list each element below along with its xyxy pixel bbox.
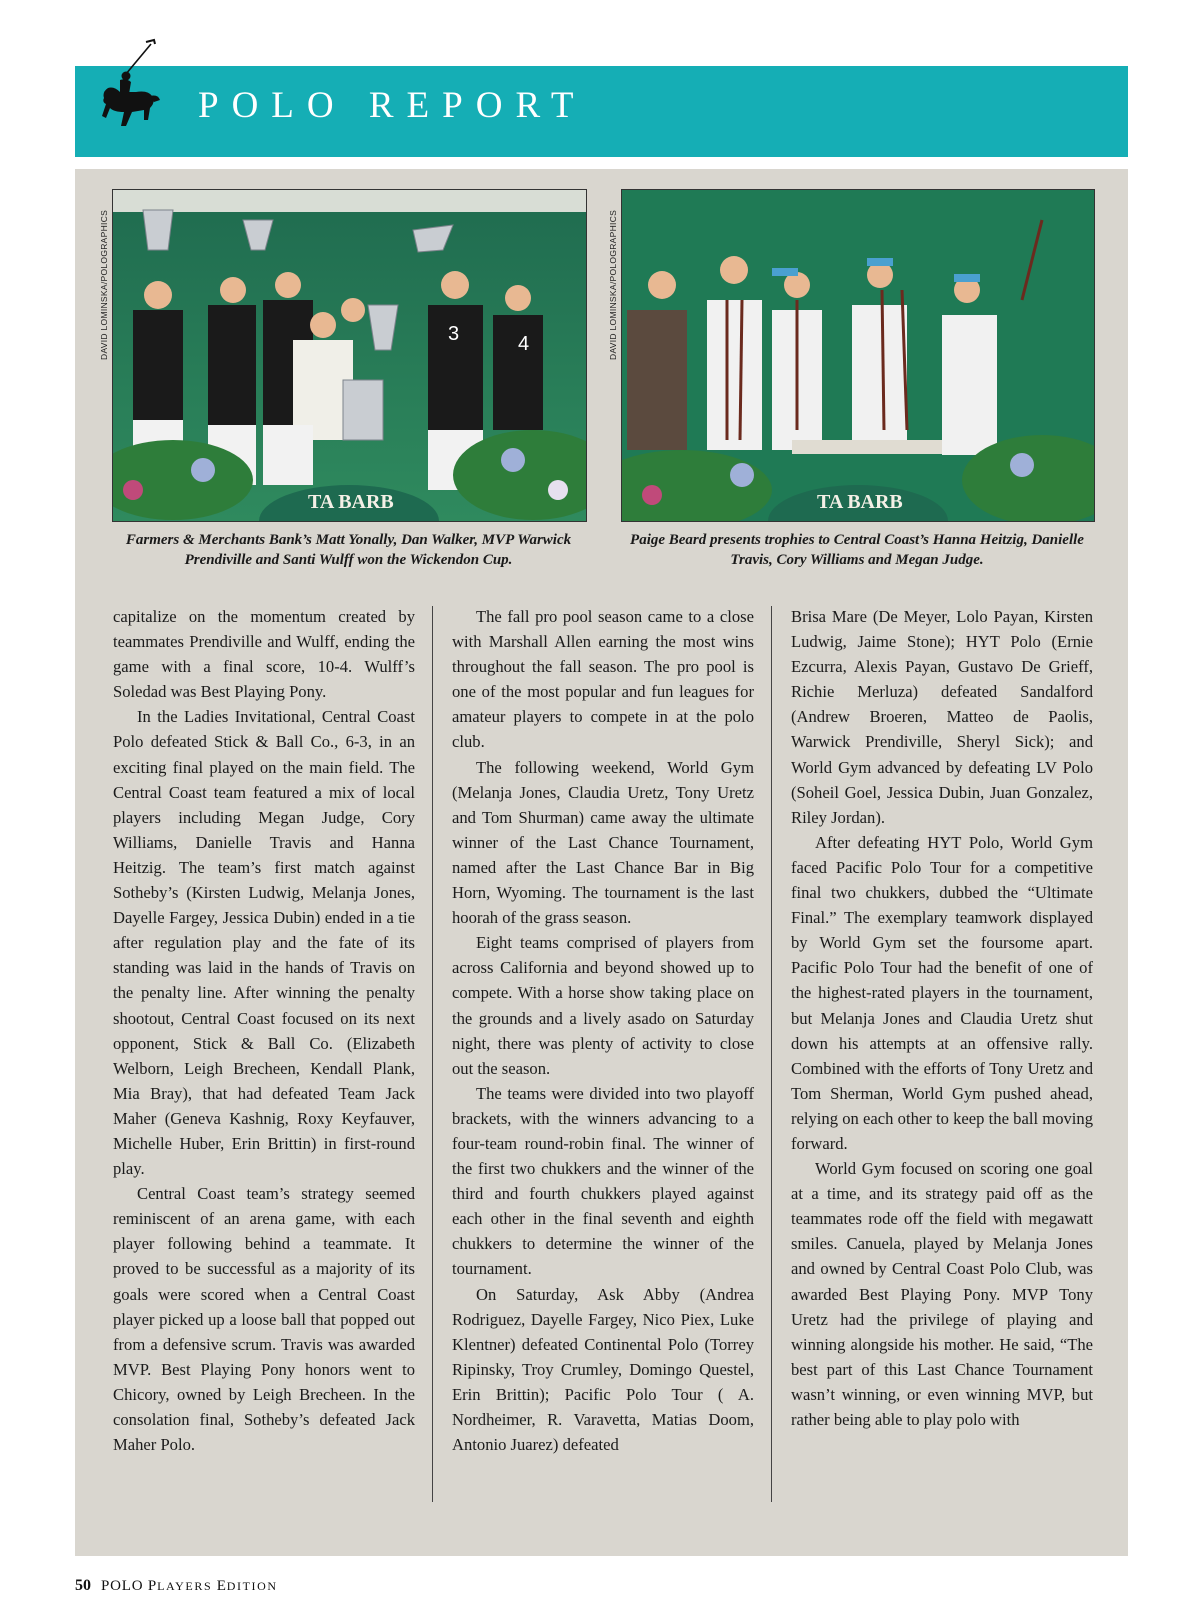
photo-credit: DAVID LOMINSKA/POLOGRAPHICS — [608, 209, 618, 360]
article-paragraph: capitalize on the momentum created by teammates Prendiville and Wulff, ending the game with a final score, 10-4. Wulff’s Soledad was Best Playing Pony. — [113, 607, 415, 702]
article-paragraph: After defeating HYT Polo, World Gym faced Pacific Polo Tour for a competitive final two chukkers, dubbed the “Ultimate Final.” The exemplary teamwork displayed by World Gym set the foursome apart. Pacific Polo Tour had the benefit of one of the highest-rated players in the tournament, but Melanja Jones and Claudia Uretz shut down his attempts at an offensive rally. Combined with the efforts of Tony Uretz and Tom Sherman, World Gym pushed ahead, relying on each other to keep the ball moving forward. — [791, 832, 1093, 1153]
photo-caption: Paige Beard presents trophies to Central Coast’s Hanna Heitzig, Danielle Travis, Cory Williams and Megan Judge. — [630, 532, 1084, 568]
article-paragraph: In the Ladies Invitational, Central Coast Polo defeated Stick & Ball Co., 6-3, in an exciting final played on the main field. The Central Coast team featured a mix of local players including Megan Judge, Cory Williams, Danielle Travis and Hanna Heitzig. The team’s first match against Sotheby’s (Kirsten Ludwig, Melanja Jones, Dayelle Fargey, Jessica Dubin) ended in a tie after regulation play and the fate of its standing was laid in the hands of Travis on the penalty line. After winning the penalty shootout, Central Coast focused on its next opponent, Stick & Ball Co. (Elizabeth Welborn, Leigh Brecheen, Kendall Plank, Mia Bray), that had defeated Team Jack Maher (Geneva Kashnig, Roxy Keyfauver, Michelle Huber, Erin Brittin) in first-round play. — [113, 707, 415, 1179]
jersey-number: 3 — [448, 323, 460, 345]
article-paragraph: Eight teams comprised of players from across California and beyond showed up to compete. With a horse show taking place on the grounds and a lively asado on Saturday night, there was plenty of activity to close out the season. — [452, 933, 754, 1078]
photo-caption: Farmers & Merchants Bank’s Matt Yonally, Dan Walker, MVP Warwick Prendiville and Santi Wulff won the Wickendon Cup. — [125, 532, 572, 568]
article-paragraph: Brisa Mare (De Meyer, Lolo Payan, Kirsten Ludwig, Jaime Stone); HYT Polo (Ernie Ezcurra, Alexis Payan, Gustavo De Grieff, Richie Merluza) defeated Sandalford (Andrew Broeren, Matteo de Paolis, Warwick Prendiville, Sheryl Sick); and World Gym advanced by defeating LV Polo (Soheil Goel, Jessica Dubin, Juan Gonzalez, Riley Jordan). — [791, 607, 1093, 827]
jersey-number: 4 — [518, 333, 530, 355]
article-paragraph: World Gym focused on scoring one goal at a time, and its strategy paid off as the teammates rode off the field with megawatt smiles. Canuela, played by Melanja Jones and owned by Central Coast Polo Club, was awarded Best Playing Pony. MVP Tony Uretz had the privilege of playing and winning alongside his mother. He said, “The best part of this Last Chance Tournament wasn’t winning, or even winning MVP, but rather being able to play polo with — [791, 1159, 1093, 1429]
page-number: 50 — [75, 1577, 91, 1594]
banner-text: TA BARB — [817, 491, 903, 513]
polo-player-logo-icon — [96, 36, 162, 136]
article-column-3 — [791, 604, 1093, 1432]
article-paragraph: The teams were divided into two playoff brackets, with the winners advancing to a four-team round-robin final. The winner of the first two chukkers and the winner of the third and fourth chukkers played against each other in the final seventh and eighth chukkers to determine the winner of the tournament. — [452, 1083, 754, 1279]
article-paragraph: The following weekend, World Gym (Melanja Jones, Claudia Uretz, Tony Uretz and Tom Shurman) came away the ultimate winner of the Last Chance Tournament, named after the Last Chance Bar in Big Horn, Wyoming. The tournament is the last hoorah of the grass season. — [452, 757, 754, 928]
column-divider — [432, 606, 433, 1502]
article-paragraph: The fall pro pool season came to a close with Marshall Allen earning the most wins throughout the fall season. The pro pool is one of the most popular and fun leagues for amateur players to compete in at the polo club. — [452, 607, 754, 752]
publication-name: POLO PLAYERS EDITION — [101, 1578, 278, 1594]
article-paragraph: On Saturday, Ask Abby (Andrea Rodriguez, Dayelle Fargey, Nico Piex, Luke Klentner) defeated Continental Polo (Torrey Ripinsky, Troy Crumley, Domingo Questel, Erin Brittin); Pacific Polo Tour ( A. Nordheimer, R. Varavetta, Matias Doom, Antonio Juarez) defeated — [452, 1284, 754, 1455]
column-divider — [771, 606, 772, 1502]
section-title: POLO REPORT — [198, 85, 587, 126]
article-paragraph: Central Coast team’s strategy seemed reminiscent of an arena game, with each player following behind a teammate. It proved to be successful as a majority of its goals were scored when a Central Coast player picked up a loose ball that popped out from a defensive scrum. Travis was awarded MVP. Best Playing Pony honors went to Chicory, owned by Leigh Brecheen. In the consolation final, Sotheby’s defeated Jack Maher Polo. — [113, 1184, 415, 1455]
winners-photo-wickendon-cup — [112, 189, 587, 522]
article-column-1 — [113, 604, 415, 1457]
trophy-presentation-photo — [621, 189, 1095, 522]
photo-credit: DAVID LOMINSKA/POLOGRAPHICS — [99, 209, 109, 360]
banner-text: TA BARB — [308, 491, 394, 513]
article-column-2 — [452, 604, 754, 1457]
